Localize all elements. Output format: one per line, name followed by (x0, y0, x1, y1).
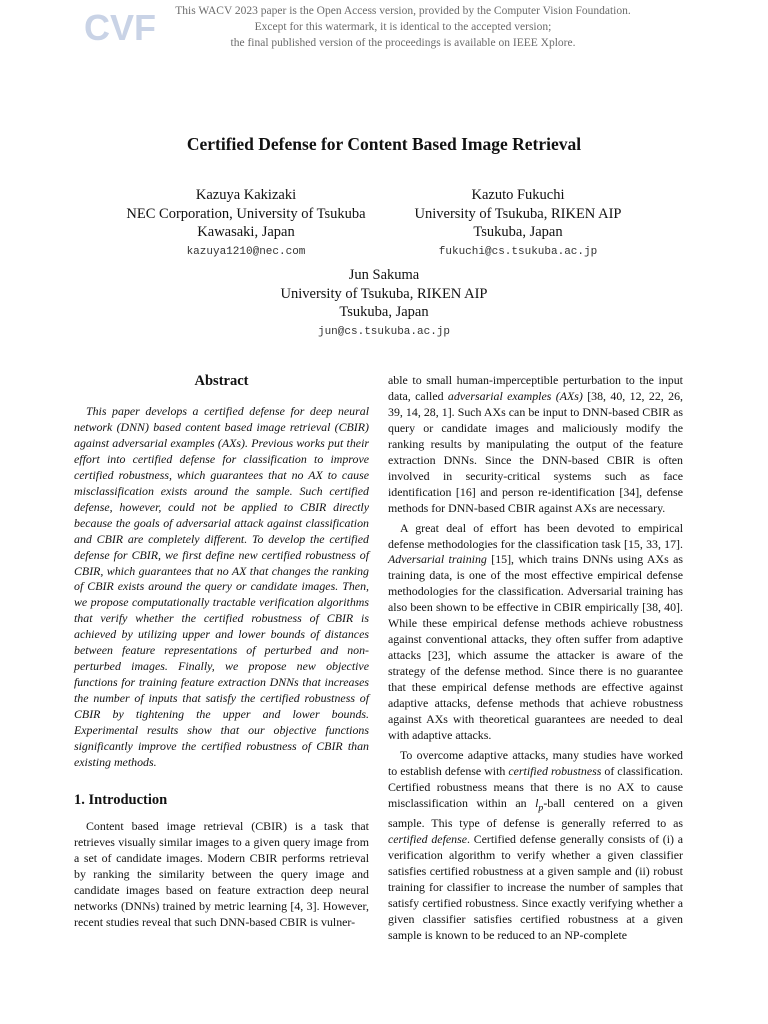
watermark-line-2: Except for this watermark, it is identical to the accepted version; (254, 21, 552, 33)
author-email: jun@cs.tsukuba.ac.jp (317, 325, 451, 338)
text-run: . Certified defense generally consists of (i) a verification algorithm to verify whether a given classifier satisfies certified robustness at a given sample and (ii) robust training for classifier to increase the number of samples that satisfy certified robustness. Since exactly verifying whether a given classifier satisfies certified robustness at a given sample is known to be reduced to an NP-complete (388, 832, 683, 942)
text-run: [15], which trains DNNs using AXs as training data, is one of the most effective empirical defense methodologies for the classification. Adversarial training has also been shown to be effective in CBIR empirically [38, 40]. While these empirical defense methods achieve robustness against conventional attacks, they often suffer from adaptive attacks [23], which assume the attacker is aware of the strategy of the defense method. Since there is no guarantee that these empirical defense methods are effective against adaptive attacks, defense methods that achieve robustness against AXs with theoretical guarantees are needed to deal with adaptive attacks. (388, 552, 684, 742)
cvf-logo (84, 6, 156, 48)
text-run: of classification. Certified robustness means that there is no AX to cause misclassification within an (388, 763, 684, 810)
author-name: Jun Sakuma (348, 267, 420, 283)
introduction-paragraph-1: Content based image retrieval (CBIR) is a task that retrieves visually similar images to a given query image from a set of candidate images. Modern CBIR performs retrieval by ranking the similarity between the query image and candidate images based on feature extraction deep neural networks (DNNs) trained by metric learning [4, 3]. However, recent studies reveal that such DNN-based CBIR is vulner- (74, 818, 369, 929)
text-run: able to small human-imperceptible perturbation to the input data, called (388, 373, 683, 403)
text-run: -ball centered on a given sample. This type of defense is generally referred to as (388, 795, 684, 831)
emphasis-certified-defense: certified defense (388, 832, 468, 847)
text-run: A great deal of effort has been devoted to empirical defense methodologies for the classification task [15, 33, 17]. (388, 520, 683, 551)
emphasis-adversarial-training: Adversarial training (388, 552, 487, 567)
emphasis-certified-robustness: certified robustness (508, 763, 602, 778)
text-run: [38, 40, 12, 22, 26, 39, 14, 28, 1]. Such AXs can be input to DNN-based CBIR as query or candidate images and maliciously modify the ranking results by manipulating the output of the feature extraction DNNs. Since the DNN-based CBIR is often involved in security-critical systems such as face identification [16] and person re-identification [34], defense methods for DNN-based CBIR against AXs are necessary. (388, 388, 683, 515)
text-run: To overcome adaptive attacks, many studies have worked to establish defense with (388, 747, 683, 778)
emphasis-adversarial-examples: adversarial examples (AXs) (447, 388, 583, 403)
paper-title: Certified Defense for Content Based Image Retrieval (186, 134, 582, 154)
author-location: Tsukuba, Japan (473, 224, 563, 240)
right-paragraph-3 (388, 748, 683, 944)
author-email: fukuchi@cs.tsukuba.ac.jp (438, 245, 598, 258)
math-l: l (535, 795, 539, 810)
right-paragraph-1 (388, 373, 683, 517)
author-affiliation: NEC Corporation, University of Tsukuba (126, 205, 366, 222)
author-name: Kazuto Fukuchi (471, 187, 565, 203)
math-p-subscript: p (538, 802, 544, 814)
author-block-3 (234, 266, 534, 340)
author-location: Tsukuba, Japan (339, 304, 429, 320)
abstract-body: This paper develops a certified defense for deep neural network (DNN) based content based image retrieval (CBIR) against adversarial examples (AXs). Previous works put their effort into certified defense for classification to improve certified robustness, which guarantees that no AX to cause misclassification exists around the sample. Such certified defense, however, could not be applied to CBIR directly because the goals of adversarial attack against classification and CBIR are completely different. To develop the certified defense for CBIR, we first define new certified robustness of CBIR, which guarantees that no AX that changes the ranking of CBIR exists around the query or candidate images. Then, we propose computationally tractable verification algorithms that verify whether the certified robustness of CBIR is achieved by utilizing upper and lower bounds of distances between feature representations of perturbed and non-perturbed images. Finally, we propose new objective functions for training feature extraction DNNs that increases the number of inputs that satisfy the certified robustness of CBIR by tightening the upper and lower bounds. Experimental results show that our objective functions significantly improve the certified robustness of CBIR than existing methods. (74, 404, 369, 769)
author-email: kazuya1210@nec.com (186, 245, 306, 258)
abstract-heading: Abstract (194, 373, 249, 389)
right-paragraph-2 (388, 521, 683, 744)
watermark (150, 3, 656, 51)
author-affiliation: University of Tsukuba, RIKEN AIP (414, 205, 622, 222)
author-name: Kazuya Kakizaki (195, 187, 297, 203)
author-block-2 (388, 186, 648, 260)
left-column (74, 372, 369, 936)
watermark-line-1: This WACV 2023 paper is the Open Access version, provided by the Computer Vision Foundation. (175, 5, 631, 17)
cvf-logo-text: CVF (84, 7, 156, 48)
author-affiliation: University of Tsukuba, RIKEN AIP (280, 285, 488, 302)
right-column (388, 373, 683, 948)
author-block-1 (106, 186, 386, 260)
author-location: Kawasaki, Japan (197, 224, 295, 240)
introduction-heading: 1. Introduction (74, 791, 168, 808)
watermark-line-3: the final published version of the proceedings is available on IEEE Xplore. (230, 37, 576, 49)
